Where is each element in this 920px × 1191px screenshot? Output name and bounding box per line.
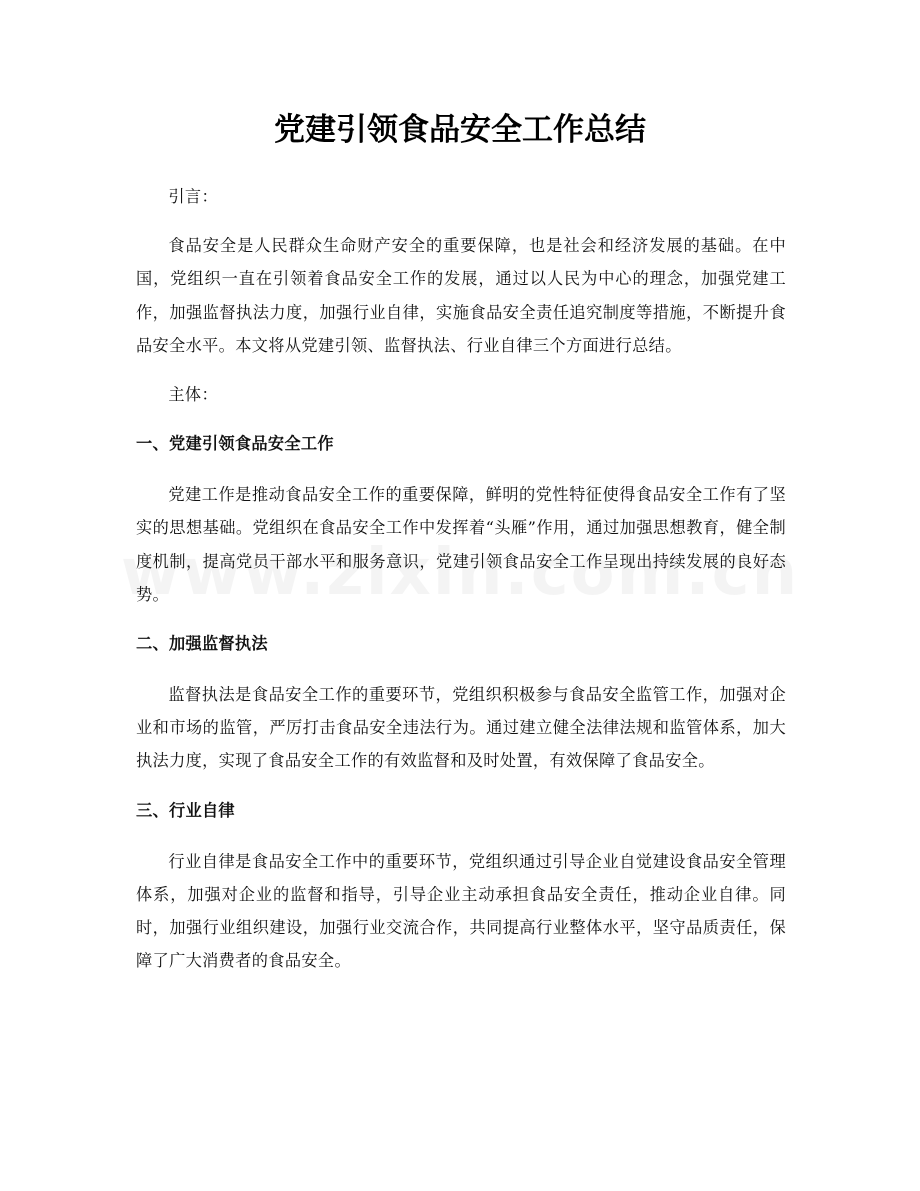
body-label: 主体： [168,385,219,405]
section-heading-1: 一、党建引领食品安全工作 [136,434,334,454]
intro-label: 引言： [168,187,219,206]
section-heading-2: 二、加强监督执法 [136,634,268,654]
intro-paragraph: 食品安全是人民群众生命财产安全的重要保障，也是社会和经济发展的基础。在中国，党组织一直在引领着食品安全工作的发展，通过以人民为中心的理念，加强党建工作，加强监督执法力度，加强行业自律，实施食品安全责任追究制度等措施，不断提升食品安全水平。本文将从党建引领、监督执法、行业自律三个方面进行总结。 [136,236,786,355]
section-paragraph-3: 行业自律是食品安全工作中的重要环节，党组织通过引导企业自觉建设食品安全管理体系，加强对企业的监督和指导，引导企业主动承担食品安全责任，推动企业自律。同时，加强行业组织建设，加强行业交流合作，共同提高行业整体水平，坚守品质责任，保障了广大消费者的食品安全。 [136,851,786,971]
section-paragraph-1: 党建工作是推动食品安全工作的重要保障，鲜明的党性特征使得食品安全工作有了坚实的思想基础。党组织在食品安全工作中发挥着“头雁”作用，通过加强思想教育，健全制度机制，提高党员干部水平和服务意识，党建引领食品安全工作呈现出持续发展的良好态势。 [136,485,786,604]
section-paragraph-2: 监督执法是食品安全工作的重要环节，党组织积极参与食品安全监管工作，加强对企业和市场的监管，严厉打击食品安全违法行为。通过建立健全法律法规和监管体系，加大执法力度，实现了食品安全工作的有效监督和及时处置，有效保障了食品安全。 [136,685,786,771]
document-body [136,180,786,977]
document-title: 党建引领食品安全工作总结 [274,112,646,148]
section-heading-3: 三、行业自律 [136,800,235,820]
